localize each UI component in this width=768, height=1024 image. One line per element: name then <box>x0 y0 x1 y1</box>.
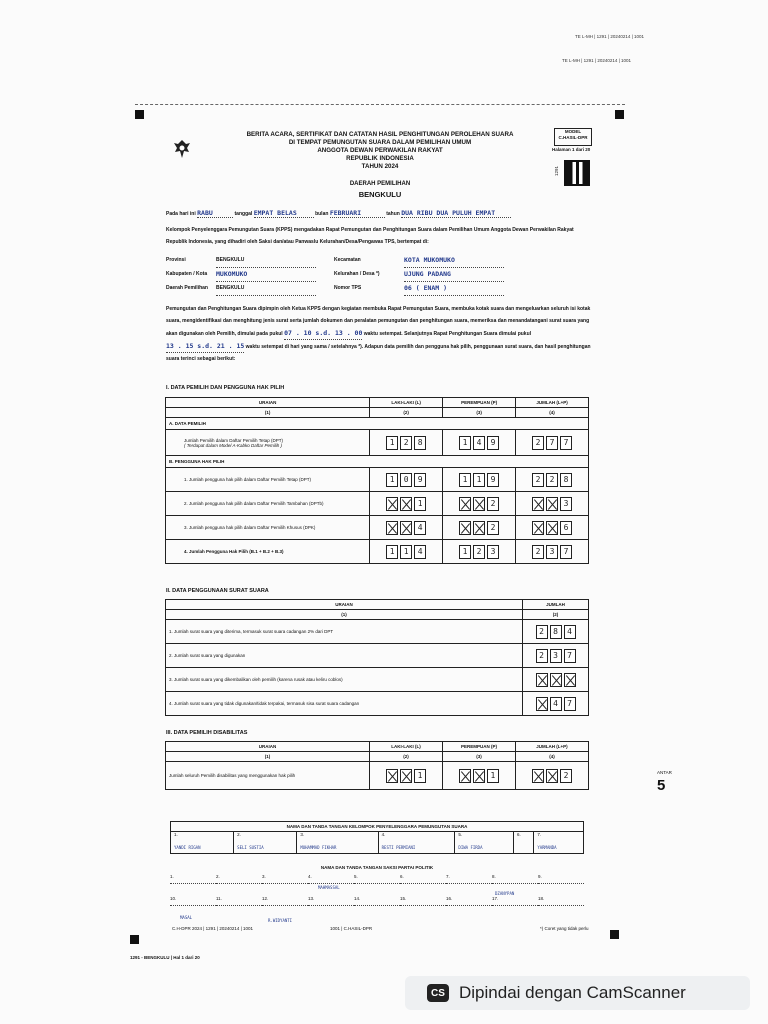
digit-box[interactable]: 7 <box>560 436 572 450</box>
digit-box[interactable]: 7 <box>564 649 576 663</box>
kpps-signature-3[interactable]: 3. MUHAMMAD FIKHAR <box>297 832 378 854</box>
saksi-name: MAHMASSAL <box>318 885 340 890</box>
table-row: 3. Jumlah pengguna hak pilih dalam Daftar Pemilih Khusus (DPK) 4 2 6 <box>166 516 589 540</box>
date-line: Pada hari ini RABU tanggal EMPAT BELAS bulan FEBRUARI tahun DUA RIBU DUA PULUH EMPAT <box>166 210 596 218</box>
digit-box[interactable]: 1 <box>400 545 412 559</box>
b1-female-boxes[interactable] <box>446 473 512 487</box>
table-row: 3. Jumlah surat suara yang dikembalikan oleh pemilih (karena rusak atau keliru coblos) <box>166 668 589 692</box>
b3-male-boxes[interactable] <box>373 521 439 535</box>
camscanner-text: Dipindai dengan CamScanner <box>459 983 686 1002</box>
digit-box[interactable]: 6 <box>560 521 572 535</box>
section-3-title: III. DATA PEMILIH DISABILITAS <box>166 730 248 736</box>
table-section-2: URAIAN JUMLAH (1) (2) 1. Jumlah surat suara yang diterima, termasuk surat suara cadangan 2% dari DPT 2 8 4 2. Jumlah surat suara yang digunakan 2 3 7 3. Jumlah surat suara yang dikembalikan oleh pemilih (karena rusak atau keliru coblos) 4. Jumlah surat suara yang tidak digunakan/tidak terpakai, termasuk sisa surat suara cadangan 4 7 <box>165 599 589 716</box>
crossed-digit-box[interactable] <box>473 521 485 535</box>
digit-box[interactable]: 1 <box>386 436 398 450</box>
saksi-signature-slot[interactable]: 16. <box>446 896 492 906</box>
crossed-digit-box[interactable] <box>532 769 544 783</box>
digit-box[interactable]: 9 <box>487 436 499 450</box>
saksi-signature-slot[interactable]: 10. <box>170 896 216 906</box>
crossed-digit-box[interactable] <box>546 521 558 535</box>
saksi-signature-slot[interactable]: 11. <box>216 896 262 906</box>
top-code: TE L-MH | 1291 | 20240214 | 1001 <box>575 34 645 39</box>
footer-code-2: 1001 | C.HASIL-DPR <box>330 926 373 931</box>
digit-box[interactable]: 1 <box>459 545 471 559</box>
digit-box[interactable]: 9 <box>414 473 426 487</box>
b4-male-boxes[interactable] <box>373 545 439 559</box>
crossed-digit-box[interactable] <box>459 769 471 783</box>
digit-box[interactable]: 3 <box>560 497 572 511</box>
dpt-female-boxes[interactable] <box>446 436 512 450</box>
digit-box[interactable]: 7 <box>560 545 572 559</box>
digit-box[interactable]: 1 <box>459 436 471 450</box>
table-row: 1. Jumlah surat suara yang diterima, termasuk surat suara cadangan 2% dari DPT 2 8 4 <box>166 620 589 644</box>
saksi-signature-slot[interactable]: 3. <box>262 874 308 884</box>
form-title: BERITA ACARA, SERTIFIKAT DAN CATATAN HASIL PENGHITUNGAN PEROLEHAN SUARA DI TEMPAT PEMUNGUTAN SUARA DALAM PEMILIHAN UMUM ANGGOTA DEWAN PERWAKILAN RAKYAT REPUBLIK INDONESIA TAHUN 2024 <box>246 131 514 170</box>
b3-female-boxes[interactable] <box>446 521 512 535</box>
digit-box[interactable]: 2 <box>532 473 544 487</box>
procedure-paragraph: Pemungutan dan Penghitungan Suara dipimpin oleh Ketua KPPS dengan kegiatan membuka Rapat Pemungutan Suara, membuka kotak suara dan mengeluarkan seluruh isi kotak suara, mengidentifikasi dan menghitung jenis surat serta jumlah dokumen dan peralatan pemungutan dan penghitungan suara, memeriksa dan menandatangani surat suara yang akan digunakan oleh Pemilih, dimulai pada pukul 07 . 10 s.d. 13 . 00 waktu setempat. Selanjutnya Rapat Penghitungan Suara dimulai pukul 13 . 15 s.d. 21 . 15 waktu setempat di hari yang sama / setelahnya *). Adapun data pemilih dan pengguna hak pilih, penggunaan surat suara, dan hasil penghitungan suara terinci sebagai berikut: <box>166 306 591 362</box>
saksi-signature-slot[interactable]: 9. <box>538 874 584 884</box>
saksi-signature-slot[interactable]: 5. <box>354 874 400 884</box>
saksi-signature-slot[interactable]: 4. <box>308 874 354 884</box>
saksi-signature-slot[interactable]: 8. <box>492 874 538 884</box>
saksi-signature-slot[interactable]: 2. <box>216 874 262 884</box>
digit-box[interactable]: 2 <box>473 545 485 559</box>
table-section-3: URAIAN LAKI-LAKI (L) PEREMPUAN (P) JUMLAH (L+P) (1) (2) (3) (4) Jumlah seluruh Pemilih disabilitas yang menggunakan hak pilih 1 1 2 <box>165 741 589 790</box>
digit-box[interactable]: 8 <box>560 473 572 487</box>
b4-total-boxes[interactable] <box>519 545 585 559</box>
digit-box[interactable]: 2 <box>536 649 548 663</box>
crossed-digit-box[interactable] <box>546 497 558 511</box>
kpps-signature-6[interactable]: 6. <box>514 832 534 854</box>
saksi-signature-slot[interactable]: 12. <box>262 896 308 906</box>
corner-mark <box>610 930 619 939</box>
saksi-signature-slot[interactable]: 14. <box>354 896 400 906</box>
b2-female-boxes[interactable] <box>446 497 512 511</box>
digit-box[interactable]: 2 <box>400 436 412 450</box>
digit-box[interactable]: 8 <box>550 625 562 639</box>
crossed-digit-box[interactable] <box>473 769 485 783</box>
side-code: 1291 <box>554 165 560 177</box>
intro-paragraph: Kelompok Penyelenggara Pemungutan Suara (KPPS) mengadakan Rapat Pemungutan dan Penghitungan Suara dalam Pemilihan Umum Anggota Dewan Perwakilan Rakyat Republik Indonesia, yang dihadiri oleh Saksi dan/atau Panwaslu Kelurahan/Desa/Pengawas TPS, bertempat di: <box>166 227 574 245</box>
month-value[interactable]: FEBRUARI <box>330 210 385 218</box>
page-footer-code: 1291 - BENGKULU | Hal 1 dari 20 <box>130 955 200 960</box>
crossed-digit-box[interactable] <box>532 497 544 511</box>
digit-box[interactable]: 0 <box>400 473 412 487</box>
table-row: 4. Jumlah surat suara yang tidak digunakan/tidak terpakai, termasuk sisa surat suara cadangan 4 7 <box>166 692 589 716</box>
digit-box[interactable]: 2 <box>536 625 548 639</box>
kpps-signature-4[interactable]: 4. RESTI PERMIANI <box>378 832 455 854</box>
camscanner-banner <box>405 976 750 1010</box>
digit-box[interactable]: 2 <box>546 473 558 487</box>
digit-box[interactable]: 4 <box>564 625 576 639</box>
crossed-digit-box[interactable] <box>550 673 562 687</box>
corner-mark <box>615 110 624 119</box>
disability-male-boxes[interactable] <box>373 769 439 783</box>
saksi-title: NAMA DAN TANDA TANGAN SAKSI PARTAI POLITIK <box>320 865 434 870</box>
b2-male-boxes[interactable] <box>373 497 439 511</box>
digit-box[interactable]: 2 <box>532 436 544 450</box>
time-range-1[interactable]: 07 . 10 s.d. 13 . 00 <box>284 327 362 340</box>
b1-male-boxes[interactable] <box>373 473 439 487</box>
garuda-emblem-icon <box>172 138 192 160</box>
digit-box[interactable]: 3 <box>550 649 562 663</box>
digit-box[interactable]: 9 <box>487 473 499 487</box>
saksi-signature-slot[interactable]: 13. <box>308 896 354 906</box>
dpt-total-boxes[interactable] <box>519 436 585 450</box>
kpps-signature-5[interactable]: 5. DIWA FIRDA <box>455 832 514 854</box>
kelurahan-value[interactable]: UJUNG PADANG <box>404 268 504 282</box>
table-section-1: URAIAN LAKI-LAKI (L) PEREMPUAN (P) JUMLAH (L+P) (1) (2) (3) (4) A. DATA PEMILIH Jumlah Pemilih dalam Daftar Pemilih Tetap (DPT) ( Terdapat dalam Model A-Kabko Daftar Pemilih ) 1 2 8 1 4 9 2 7 7 B. PENGGUNA HAK PILIH 1. Jumlah pengguna hak pilih dalam Daftar Pemilih Tetap (DPT) 1 0 9 1 1 9 2 2 8 2. Jumlah pengguna hak pilih dalam Daftar Pemilih Tambahan (DPTb) 1 2 3 3. Jumlah pengguna hak pilih dalam Daftar Pemilih Khusus (DPK) 4 2 6 4. Jumlah Pengguna Hak Pilih (B.1 + B.2 + B.3) 1 1 4 1 2 3 2 3 7 <box>165 397 589 564</box>
saksi-signature-slot[interactable]: 18. <box>538 896 584 906</box>
crossed-digit-box[interactable] <box>536 673 548 687</box>
day-value[interactable]: RABU <box>197 210 233 218</box>
camscanner-logo-icon: CS <box>427 984 449 1002</box>
table-row: 1. Jumlah pengguna hak pilih dalam Daftar Pemilih Tetap (DPT) 1 0 9 1 1 9 2 2 8 <box>166 468 589 492</box>
digit-box[interactable]: 7 <box>564 697 576 711</box>
digit-box[interactable]: 2 <box>532 545 544 559</box>
digit-box[interactable]: 4 <box>414 521 426 535</box>
digit-box[interactable]: 1 <box>386 473 398 487</box>
crossed-digit-box[interactable] <box>532 521 544 535</box>
footer-code: C.H-DPR 2024 | 1291 | 20240214 | 1001 <box>172 926 254 931</box>
digit-box[interactable]: 3 <box>487 545 499 559</box>
digit-box[interactable]: 4 <box>414 545 426 559</box>
digit-box[interactable]: 4 <box>550 697 562 711</box>
crossed-digit-box[interactable] <box>400 769 412 783</box>
saksi-name: MASAL <box>180 915 193 920</box>
dapil-label: DAERAH PEMILIHAN <box>349 181 411 187</box>
b4-female-boxes[interactable] <box>446 545 512 559</box>
digit-box[interactable]: 1 <box>414 497 426 511</box>
year-value[interactable]: DUA RIBU DUA PULUH EMPAT <box>401 210 511 218</box>
digit-box[interactable]: 7 <box>546 436 558 450</box>
digit-box[interactable]: 1 <box>473 473 485 487</box>
date-value[interactable]: EMPAT BELAS <box>254 210 314 218</box>
dpt-male-boxes[interactable] <box>373 436 439 450</box>
footnote: *) Coret yang tidak perlu <box>540 926 589 931</box>
qr-code-icon <box>564 160 590 186</box>
table-row: 2. Jumlah surat suara yang digunakan 2 3 7 <box>166 644 589 668</box>
digit-box[interactable]: 2 <box>487 521 499 535</box>
kpps-signature-1[interactable]: 1. YANDI RIGAN <box>171 832 234 854</box>
time-range-2[interactable]: 13 . 15 s.d. 21 . 15 <box>166 340 244 353</box>
crossed-digit-box[interactable] <box>536 697 548 711</box>
table-row: 2. Jumlah pengguna hak pilih dalam Daftar Pemilih Tambahan (DPTb) 1 2 3 <box>166 492 589 516</box>
saksi-signature-slot[interactable]: 1. <box>170 874 216 884</box>
kecamatan-value[interactable]: KOTA MUKOMUKO <box>404 254 504 268</box>
saksi-signature-slot[interactable]: 7. <box>446 874 492 884</box>
kpps-signature-2[interactable]: 2. SELI SUSTIA <box>234 832 297 854</box>
side-text: ANTAR <box>657 770 672 775</box>
saksi-name: DZANYPAN <box>495 891 515 896</box>
crossed-digit-box[interactable] <box>564 673 576 687</box>
signature-table: NAMA DAN TANDA TANGAN KELOMPOK PENYELENGGARA PEMUNGUTAN SUARA 1. YANDI RIGAN 2. SELI SUSTIA 3. MUHAMMAD FIKHAR 4. RESTI PERMIANI 5. DIWA FIRDA 6. 7. YARMANDA <box>170 821 584 854</box>
page-indicator: Halaman 1 dari 20 <box>552 147 591 152</box>
side-number: 5 <box>657 777 666 794</box>
kpps-signature-7[interactable]: 7. YARMANDA <box>534 832 584 854</box>
b1-total-boxes[interactable] <box>519 473 585 487</box>
digit-box[interactable]: 1 <box>459 473 471 487</box>
dapil-name: BENGKULU <box>358 190 402 199</box>
corner-mark <box>135 110 144 119</box>
digit-box[interactable]: 3 <box>546 545 558 559</box>
digit-box[interactable]: 2 <box>487 497 499 511</box>
crossed-digit-box[interactable] <box>386 497 398 511</box>
location-block: Provinsi BENGKULU Kecamatan KOTA MUKOMUKO Kabupaten / Kota MUKOMUKO Kelurahan / Desa *) UJUNG PADANG Daerah Pemilihan BENGKULU Nomor TPS 06 ( ENAM ) <box>166 254 596 296</box>
digit-box[interactable]: 1 <box>414 769 426 783</box>
saksi-signature-slot[interactable]: 6. <box>400 874 446 884</box>
saksi-grid <box>170 874 584 906</box>
ballots-used-boxes[interactable] <box>526 649 585 663</box>
crossed-digit-box[interactable] <box>400 521 412 535</box>
disability-female-boxes[interactable] <box>446 769 512 783</box>
dapil-value[interactable]: BENGKULU <box>216 282 316 296</box>
ballots-returned-boxes[interactable] <box>526 673 585 687</box>
crossed-digit-box[interactable] <box>459 521 471 535</box>
tps-value[interactable]: 06 ( ENAM ) <box>404 282 504 296</box>
corner-mark <box>130 935 139 944</box>
crossed-digit-box[interactable] <box>386 521 398 535</box>
digit-box[interactable]: 8 <box>414 436 426 450</box>
ballots-unused-boxes[interactable] <box>526 697 585 711</box>
digit-box[interactable]: 1 <box>487 769 499 783</box>
saksi-signature-slot[interactable]: 15. <box>400 896 446 906</box>
crossed-digit-box[interactable] <box>459 497 471 511</box>
crossed-digit-box[interactable] <box>400 497 412 511</box>
top-code-2: TE L-MH | 1291 | 20240214 | 1001 <box>562 58 632 63</box>
disability-total-boxes[interactable] <box>519 769 585 783</box>
digit-box[interactable]: 2 <box>560 769 572 783</box>
crossed-digit-box[interactable] <box>386 769 398 783</box>
digit-box[interactable]: 1 <box>386 545 398 559</box>
model-box: MODEL C.HASIL-DPR <box>554 128 592 146</box>
table-row: Jumlah seluruh Pemilih disabilitas yang menggunakan hak pilih 1 1 2 <box>166 762 589 790</box>
saksi-signature-slot[interactable]: 17. <box>492 896 538 906</box>
saksi-name: R.WIDYANTI <box>268 918 293 923</box>
b3-total-boxes[interactable] <box>519 521 585 535</box>
crossed-digit-box[interactable] <box>473 497 485 511</box>
section-2-title: II. DATA PENGGUNAAN SURAT SUARA <box>166 588 269 594</box>
table-row: 4. Jumlah Pengguna Hak Pilih (B.1 + B.2 + B.3) 1 1 4 1 2 3 2 3 7 <box>166 540 589 564</box>
kabupaten-value[interactable]: MUKOMUKO <box>216 268 316 282</box>
ballots-received-boxes[interactable] <box>526 625 585 639</box>
province-value[interactable]: BENGKULU <box>216 254 316 268</box>
section-1-title: I. DATA PEMILIH DAN PENGGUNA HAK PILIH <box>166 385 285 391</box>
digit-box[interactable]: 4 <box>473 436 485 450</box>
b2-total-boxes[interactable] <box>519 497 585 511</box>
crossed-digit-box[interactable] <box>546 769 558 783</box>
